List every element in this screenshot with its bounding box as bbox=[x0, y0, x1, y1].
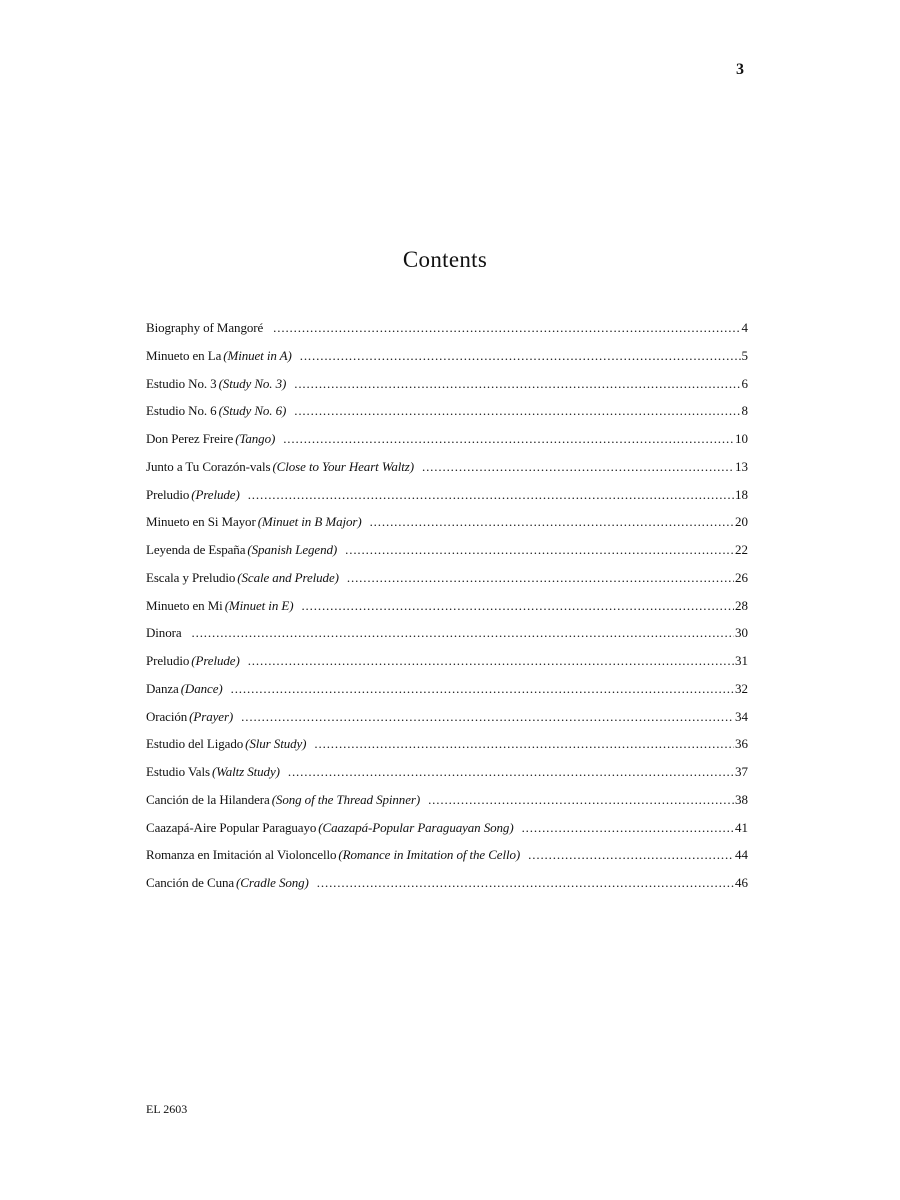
toc-entry-title: Escala y Preludio bbox=[146, 569, 236, 585]
toc-entry[interactable] bbox=[146, 397, 748, 425]
dot-leader bbox=[314, 730, 734, 758]
toc-entry-translation: (Tango) bbox=[235, 431, 276, 446]
dot-leader bbox=[273, 314, 740, 342]
toc-entry[interactable] bbox=[146, 703, 748, 731]
toc-entry-translation: (Waltz Study) bbox=[211, 764, 280, 779]
toc-entry-translation: (Song of the Thread Spinner) bbox=[271, 791, 421, 807]
toc-entry-title: Dinora bbox=[146, 625, 182, 641]
dot-leader bbox=[301, 592, 734, 620]
dot-leader bbox=[345, 536, 734, 564]
toc-entry-page: 5 bbox=[741, 347, 748, 363]
toc-entry-page: 41 bbox=[735, 819, 748, 835]
dot-leader bbox=[248, 647, 734, 675]
toc-entry-translation: (Study No. 6) bbox=[218, 403, 287, 419]
toc-entry-title: Estudio No. 6 bbox=[146, 403, 217, 419]
toc-entry-title: Preludio bbox=[146, 486, 190, 502]
toc-entry[interactable] bbox=[146, 564, 748, 592]
toc-entry-translation: (Caazapá-Popular Paraguayan Song) bbox=[318, 819, 514, 835]
dot-leader bbox=[422, 453, 734, 481]
toc-entry[interactable] bbox=[146, 370, 748, 398]
dot-leader bbox=[528, 841, 734, 869]
toc-entry[interactable] bbox=[146, 758, 748, 786]
toc-entry-page: 6 bbox=[741, 375, 748, 391]
toc-entry[interactable] bbox=[146, 675, 748, 703]
toc-entry-title: Oración bbox=[146, 708, 188, 724]
toc-entry-page: 22 bbox=[735, 542, 748, 557]
toc-entry-page: 34 bbox=[735, 708, 748, 724]
dot-leader bbox=[317, 869, 734, 897]
toc-entry[interactable] bbox=[146, 619, 748, 647]
toc-entry-translation: (Minuet in B Major) bbox=[257, 514, 362, 530]
toc-entry-title: Leyenda de España bbox=[146, 542, 246, 557]
toc-entry-title: Minueto en Mi bbox=[146, 597, 223, 613]
toc-entry-page: 28 bbox=[735, 597, 748, 613]
dot-leader bbox=[283, 425, 734, 453]
dot-leader bbox=[294, 397, 740, 425]
toc-entry-title: Estudio Vals bbox=[146, 764, 210, 779]
toc-entry[interactable] bbox=[146, 314, 748, 342]
toc-entry-page: 10 bbox=[735, 431, 748, 446]
toc-entry-page: 31 bbox=[735, 653, 748, 668]
toc-entry-title: Junto a Tu Corazón-vals bbox=[146, 458, 271, 474]
toc-entry[interactable] bbox=[146, 786, 748, 814]
dot-leader bbox=[288, 758, 734, 786]
toc-entry-title: Preludio bbox=[146, 653, 190, 668]
toc-entry[interactable] bbox=[146, 342, 748, 370]
toc-entry-translation: (Prelude) bbox=[191, 486, 240, 502]
dot-leader bbox=[300, 342, 741, 370]
toc-entry-page: 20 bbox=[735, 514, 748, 530]
toc-entry-page: 37 bbox=[735, 764, 748, 779]
toc-entry-translation: (Minuet in E) bbox=[224, 597, 294, 613]
dot-leader bbox=[347, 564, 734, 592]
dot-leader bbox=[294, 370, 740, 398]
toc-entry-title: Canción de Cuna bbox=[146, 875, 235, 890]
toc-entry-page: 32 bbox=[735, 680, 748, 696]
toc-entry-translation: (Spanish Legend) bbox=[247, 542, 338, 557]
toc-entry-translation: (Dance) bbox=[180, 680, 223, 696]
table-of-contents bbox=[146, 314, 748, 897]
toc-entry-title: Romanza en Imitación al Violoncello bbox=[146, 847, 337, 863]
toc-entry-page: 30 bbox=[735, 625, 748, 641]
toc-entry-title: Estudio del Ligado bbox=[146, 736, 244, 752]
toc-entry-translation: (Prelude) bbox=[191, 653, 240, 668]
dot-leader bbox=[370, 508, 734, 536]
toc-entry-page: 8 bbox=[741, 403, 748, 419]
page-title: Contents bbox=[402, 247, 488, 272]
dot-leader bbox=[192, 619, 735, 647]
toc-entry-page: 38 bbox=[735, 791, 748, 807]
toc-entry-page: 13 bbox=[735, 458, 748, 474]
dot-leader bbox=[522, 814, 734, 842]
toc-entry[interactable] bbox=[146, 425, 748, 453]
toc-entry-translation: (Minuet in A) bbox=[223, 347, 292, 363]
toc-entry-page: 36 bbox=[735, 736, 748, 752]
toc-entry-page: 18 bbox=[735, 486, 748, 502]
toc-entry-page: 44 bbox=[735, 847, 748, 863]
toc-entry[interactable] bbox=[146, 869, 748, 897]
dot-leader bbox=[241, 703, 734, 731]
toc-entry-title: Danza bbox=[146, 680, 179, 696]
dot-leader bbox=[248, 481, 734, 509]
toc-entry[interactable] bbox=[146, 730, 748, 758]
toc-entry-title: Minueto en Si Mayor bbox=[146, 514, 256, 530]
toc-entry[interactable] bbox=[146, 481, 748, 509]
toc-entry-page: 46 bbox=[735, 875, 748, 890]
dot-leader bbox=[428, 786, 734, 814]
toc-entry-title: Estudio No. 3 bbox=[146, 375, 217, 391]
toc-entry[interactable] bbox=[146, 508, 748, 536]
toc-entry-title: Don Perez Freire bbox=[146, 431, 234, 446]
toc-entry[interactable] bbox=[146, 647, 748, 675]
toc-entry-translation: (Scale and Prelude) bbox=[237, 569, 339, 585]
toc-entry[interactable] bbox=[146, 814, 748, 842]
toc-entry[interactable] bbox=[146, 536, 748, 564]
toc-entry[interactable] bbox=[146, 841, 748, 869]
toc-entry-title: Caazapá-Aire Popular Paraguayo bbox=[146, 819, 317, 835]
dot-leader bbox=[231, 675, 734, 703]
toc-entry-page: 4 bbox=[741, 320, 748, 335]
toc-entry-translation: (Prayer) bbox=[189, 708, 234, 724]
toc-entry-page: 26 bbox=[735, 569, 748, 585]
toc-entry-translation: (Cradle Song) bbox=[236, 875, 309, 890]
toc-entry-title: Minueto en La bbox=[146, 347, 222, 363]
catalog-code: EL 2603 bbox=[146, 1102, 188, 1116]
toc-entry-title: Biography of Mangoré bbox=[146, 320, 264, 335]
toc-entry[interactable] bbox=[146, 453, 748, 481]
toc-entry-translation: (Romance in Imitation of the Cello) bbox=[338, 847, 521, 863]
toc-entry-translation: (Study No. 3) bbox=[218, 375, 287, 391]
toc-entry-translation: (Close to Your Heart Waltz) bbox=[272, 458, 414, 474]
page-number: 3 bbox=[736, 61, 744, 78]
toc-entry-translation: (Slur Study) bbox=[245, 736, 307, 752]
toc-entry-title: Canción de la Hilandera bbox=[146, 791, 270, 807]
toc-entry[interactable] bbox=[146, 592, 748, 620]
